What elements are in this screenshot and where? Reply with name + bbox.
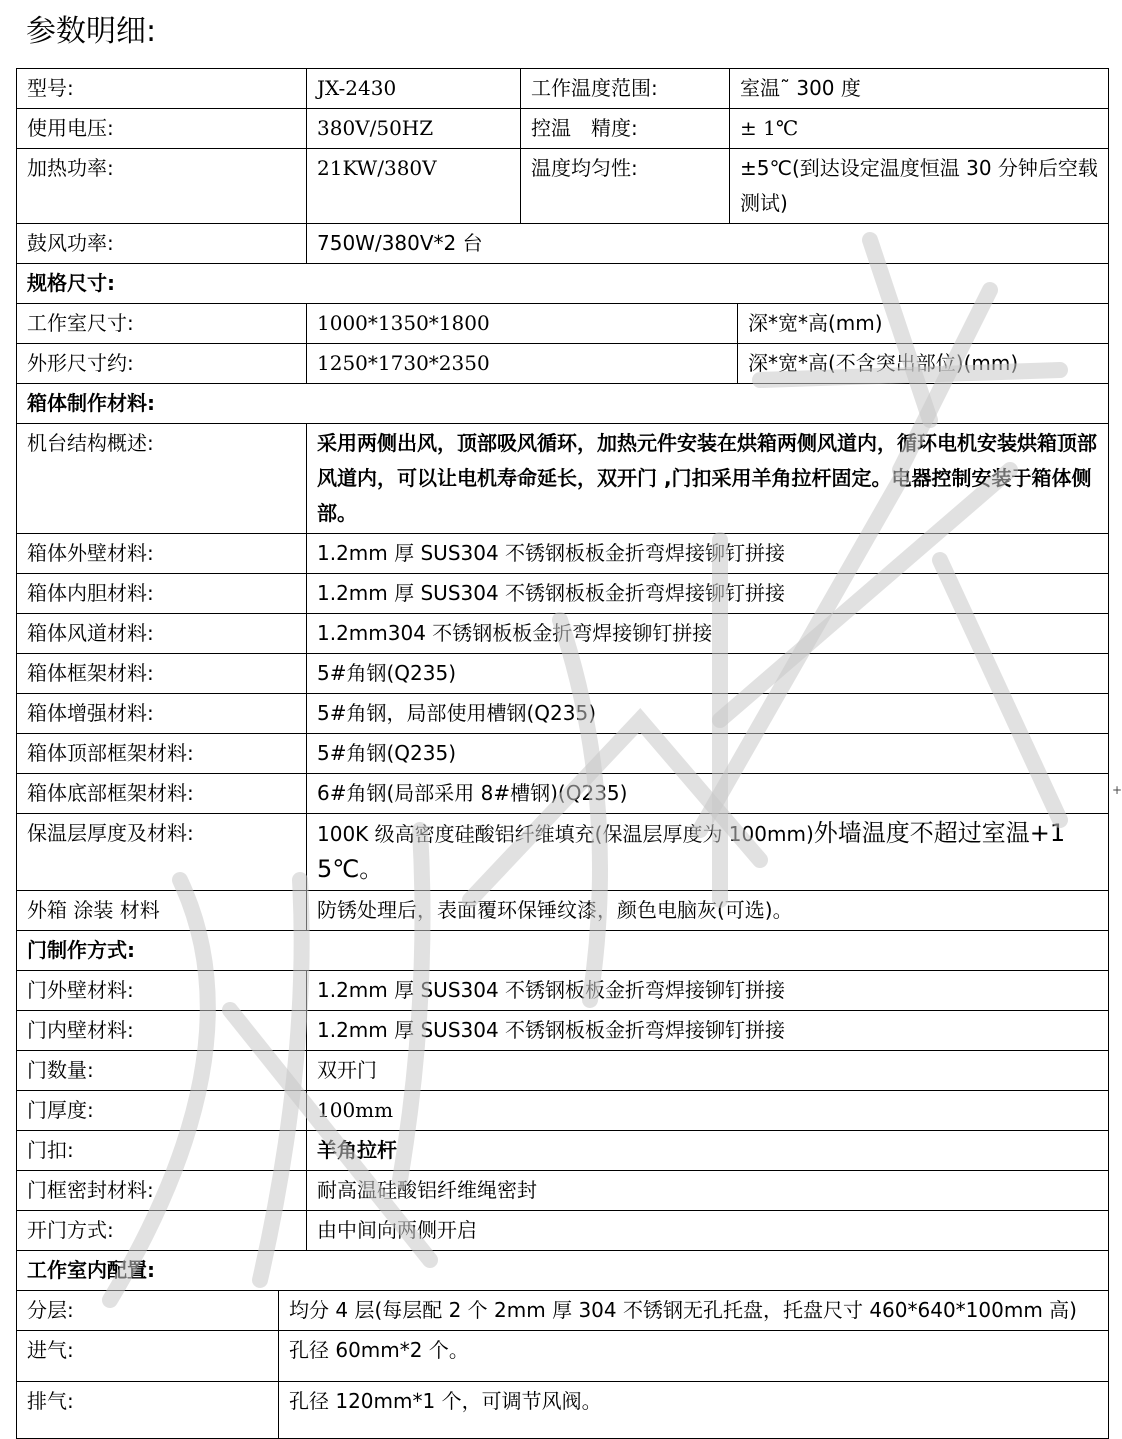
row-value: 5#角钢，局部使用槽钢(Q235)	[307, 694, 1109, 734]
row-value: 100mm	[307, 1091, 1109, 1131]
row-value: 防锈处理后，表面覆环保锤纹漆，颜色电脑灰(可选)。	[307, 891, 1109, 931]
chamber-label: 工作室尺寸:	[17, 304, 307, 344]
table-row	[17, 814, 1109, 891]
table-row	[17, 1171, 1109, 1211]
row-label: 外箱 涂装 材料	[17, 891, 307, 931]
row-label: 门扣:	[17, 1131, 307, 1171]
row-label: 箱体底部框架材料:	[17, 774, 307, 814]
row-value: 均分 4 层(每层配 2 个 2mm 厚 304 不锈钢无孔托盘，托盘尺寸 460*640*100mm 高)	[279, 1291, 1109, 1331]
uniformity-value: ±5℃(到达设定温度恒温 30 分钟后空载测试)	[730, 149, 1109, 224]
row-value: 采用两侧出风，顶部吸风循环，加热元件安装在烘箱两侧风道内，循环电机安装烘箱顶部风道内，可以让电机寿命延长，双开门 ,门扣采用羊角拉杆固定。电器控制安装于箱体侧部。	[307, 424, 1109, 534]
section-heading: 规格尺寸:	[17, 264, 1109, 304]
table-row	[17, 534, 1109, 574]
table-row	[17, 1131, 1109, 1171]
precision-label: 控温 精度:	[521, 109, 730, 149]
section-heading: 门制作方式:	[17, 931, 1109, 971]
table-row	[17, 614, 1109, 654]
row-value: 5#角钢(Q235)	[307, 734, 1109, 774]
table-row	[17, 774, 1109, 814]
heating-label: 加热功率:	[17, 149, 307, 224]
voltage-label: 使用电压:	[17, 109, 307, 149]
section-heading: 工作室内配置:	[17, 1251, 1109, 1291]
blower-value: 750W/380V*2 台	[307, 224, 1109, 264]
table-row	[17, 1051, 1109, 1091]
row-label: 分层:	[17, 1291, 279, 1331]
table-row	[17, 1331, 1109, 1382]
table-row	[17, 654, 1109, 694]
precision-value: ± 1℃	[730, 109, 1109, 149]
table-row	[17, 891, 1109, 931]
row-voltage	[17, 109, 1109, 149]
row-label: 门框密封材料:	[17, 1171, 307, 1211]
chamber-unit: 深*宽*高(mm)	[738, 304, 1109, 344]
row-label: 保温层厚度及材料:	[17, 814, 307, 891]
row-value: 1.2mm 厚 SUS304 不锈钢板板金折弯焊接铆钉拼接	[307, 574, 1109, 614]
row-label: 箱体风道材料:	[17, 614, 307, 654]
row-value: 耐高温硅酸铝纤维绳密封	[307, 1171, 1109, 1211]
insulation-value-emphasis: 外墙温度不超过室温+15℃。	[317, 819, 1066, 883]
table-row	[17, 1211, 1109, 1251]
row-value: 双开门	[307, 1051, 1109, 1091]
row-label: 箱体外壁材料:	[17, 534, 307, 574]
outer-value: 1250*1730*2350	[307, 344, 738, 384]
row-label: 箱体内胆材料:	[17, 574, 307, 614]
row-value: 1.2mm 厚 SUS304 不锈钢板板金折弯焊接铆钉拼接	[307, 1011, 1109, 1051]
row-label: 箱体增强材料:	[17, 694, 307, 734]
row-value: 由中间向两侧开启	[307, 1211, 1109, 1251]
outer-label: 外形尺寸约:	[17, 344, 307, 384]
row-heating	[17, 149, 1109, 224]
row-model	[17, 69, 1109, 109]
row-value: 5#角钢(Q235)	[307, 654, 1109, 694]
row-label: 机台结构概述:	[17, 424, 307, 534]
row-value: 1.2mm304 不锈钢板板金折弯焊接铆钉拼接	[307, 614, 1109, 654]
row-outer-size	[17, 344, 1109, 384]
row-label: 进气:	[17, 1331, 279, 1382]
row-label: 开门方式:	[17, 1211, 307, 1251]
section-heading: 箱体制作材料:	[17, 384, 1109, 424]
section-material	[17, 384, 1109, 424]
table-row	[17, 1382, 1109, 1439]
model-value: JX-2430	[307, 69, 521, 109]
table-row	[17, 1291, 1109, 1331]
row-value: 羊角拉杆	[307, 1131, 1109, 1171]
row-value: 6#角钢(局部采用 8#槽钢)(Q235)	[307, 774, 1109, 814]
row-chamber-size	[17, 304, 1109, 344]
blower-label: 鼓风功率:	[17, 224, 307, 264]
row-value: 1.2mm 厚 SUS304 不锈钢板板金折弯焊接铆钉拼接	[307, 971, 1109, 1011]
row-value: 孔径 120mm*1 个，可调节风阀。	[279, 1382, 1109, 1439]
model-label: 型号:	[17, 69, 307, 109]
row-value: 孔径 60mm*2 个。	[279, 1331, 1109, 1382]
row-label: 门内壁材料:	[17, 1011, 307, 1051]
voltage-value: 380V/50HZ	[307, 109, 521, 149]
heating-value: 21KW/380V	[307, 149, 521, 224]
row-label: 门厚度:	[17, 1091, 307, 1131]
row-label: 箱体框架材料:	[17, 654, 307, 694]
row-blower	[17, 224, 1109, 264]
table-row	[17, 574, 1109, 614]
chamber-value: 1000*1350*1800	[307, 304, 738, 344]
table-row	[17, 424, 1109, 534]
row-label: 门外壁材料:	[17, 971, 307, 1011]
table-row	[17, 1011, 1109, 1051]
table-row	[17, 1091, 1109, 1131]
temp-range-label: 工作温度范围:	[521, 69, 730, 109]
uniformity-label: 温度均匀性:	[521, 149, 730, 224]
spec-table	[16, 68, 1109, 1439]
outer-unit: 深*宽*高(不含突出部位)(mm)	[738, 344, 1109, 384]
table-row	[17, 971, 1109, 1011]
row-value	[307, 814, 1109, 891]
row-label: 排气:	[17, 1382, 279, 1439]
margin-marker: +	[1112, 783, 1122, 797]
temp-range-value: 室温˜ 300 度	[730, 69, 1109, 109]
row-label: 箱体顶部框架材料:	[17, 734, 307, 774]
table-row	[17, 734, 1109, 774]
section-spec	[17, 264, 1109, 304]
insulation-value-part: 100K 级高密度硅酸铝纤维填充(保温层厚度为 100mm)	[317, 822, 814, 846]
row-label: 门数量:	[17, 1051, 307, 1091]
section-config	[17, 1251, 1109, 1291]
section-door	[17, 931, 1109, 971]
row-value: 1.2mm 厚 SUS304 不锈钢板板金折弯焊接铆钉拼接	[307, 534, 1109, 574]
table-row	[17, 694, 1109, 734]
page-title: 参数明细:	[26, 14, 157, 49]
